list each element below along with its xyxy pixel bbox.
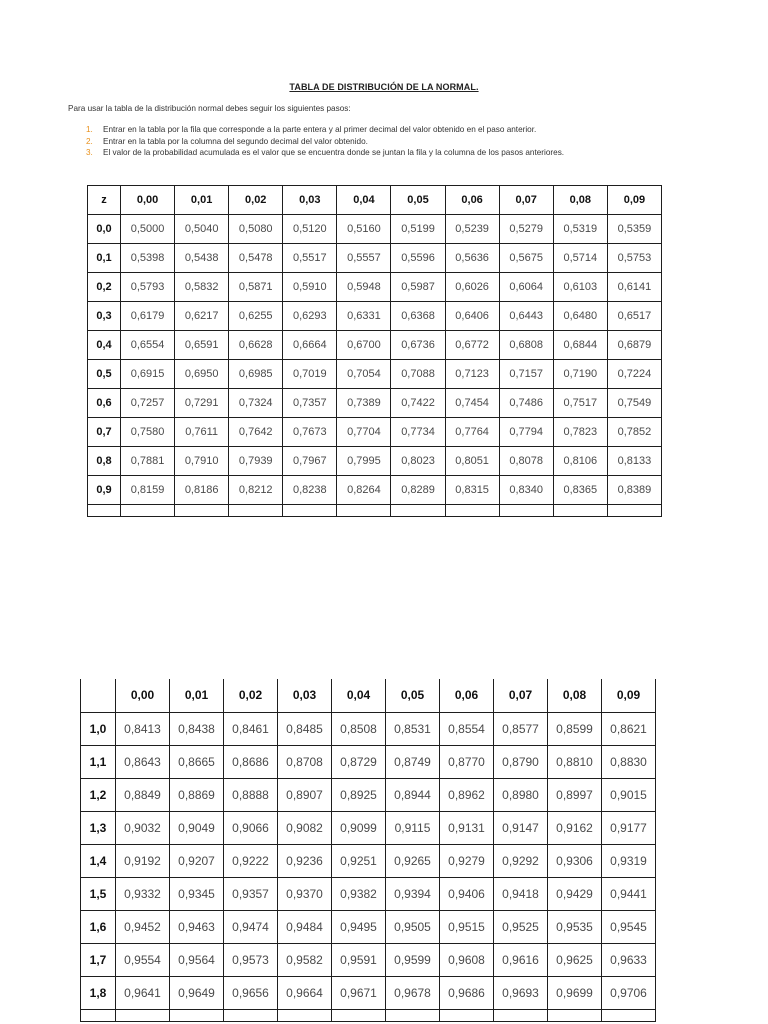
probability-cell: 0,8830	[602, 745, 656, 778]
probability-cell: 0,8106	[553, 447, 607, 476]
probability-cell: 0,9573	[224, 943, 278, 976]
column-header: 0,08	[548, 679, 602, 712]
row-header: 0,4	[88, 331, 121, 360]
probability-cell: 0,9049	[170, 811, 224, 844]
probability-cell: 0,9664	[278, 976, 332, 1009]
probability-cell: 0,5793	[121, 273, 175, 302]
probability-cell: 0,8238	[283, 476, 337, 505]
probability-cell: 0,9292	[494, 844, 548, 877]
probability-cell: 0,8340	[499, 476, 553, 505]
probability-cell: 0,7823	[553, 418, 607, 447]
probability-cell: 0,8643	[116, 745, 170, 778]
empty-cell	[337, 505, 391, 517]
step-number: 1.	[86, 125, 93, 134]
probability-cell: 0,9099	[332, 811, 386, 844]
table-row	[88, 273, 662, 302]
column-header: 0,00	[116, 679, 170, 712]
probability-cell: 0,8438	[170, 712, 224, 745]
probability-cell: 0,6915	[121, 360, 175, 389]
probability-cell: 0,5239	[445, 215, 499, 244]
probability-cell: 0,9306	[548, 844, 602, 877]
probability-cell: 0,9370	[278, 877, 332, 910]
probability-cell: 0,9649	[170, 976, 224, 1009]
row-header: 0,3	[88, 302, 121, 331]
probability-cell: 0,6772	[445, 331, 499, 360]
table-row	[88, 331, 662, 360]
probability-cell: 0,9357	[224, 877, 278, 910]
empty-cell	[494, 1009, 548, 1021]
table-row	[81, 976, 656, 1009]
probability-cell: 0,8790	[494, 745, 548, 778]
column-header: 0,02	[224, 679, 278, 712]
probability-cell: 0,9406	[440, 877, 494, 910]
column-header: 0,04	[332, 679, 386, 712]
row-header: 1,8	[81, 976, 116, 1009]
probability-cell: 0,9678	[386, 976, 440, 1009]
probability-cell: 0,9641	[116, 976, 170, 1009]
probability-cell: 0,5438	[175, 244, 229, 273]
probability-cell: 0,7088	[391, 360, 445, 389]
probability-cell: 0,8907	[278, 778, 332, 811]
probability-cell: 0,7123	[445, 360, 499, 389]
column-header: 0,02	[229, 186, 283, 215]
table-row	[88, 476, 662, 505]
probability-cell: 0,7939	[229, 447, 283, 476]
probability-cell: 0,9236	[278, 844, 332, 877]
empty-cell	[278, 1009, 332, 1021]
probability-cell: 0,9319	[602, 844, 656, 877]
probability-cell: 0,8554	[440, 712, 494, 745]
row-header: 0,1	[88, 244, 121, 273]
probability-cell: 0,7019	[283, 360, 337, 389]
probability-cell: 0,5636	[445, 244, 499, 273]
probability-cell: 0,6591	[175, 331, 229, 360]
probability-cell: 0,7357	[283, 389, 337, 418]
probability-cell: 0,9066	[224, 811, 278, 844]
row-header: 1,0	[81, 712, 116, 745]
probability-cell: 0,8980	[494, 778, 548, 811]
probability-cell: 0,9484	[278, 910, 332, 943]
probability-cell: 0,7549	[607, 389, 661, 418]
table-header	[81, 679, 656, 712]
probability-cell: 0,9671	[332, 976, 386, 1009]
probability-cell: 0,9633	[602, 943, 656, 976]
probability-cell: 0,6217	[175, 302, 229, 331]
document-title: TABLA DE DISTRIBUCIÓN DE LA NORMAL.	[289, 82, 479, 92]
probability-cell: 0,5319	[553, 215, 607, 244]
probability-cell: 0,9591	[332, 943, 386, 976]
step-text: Entrar en la tabla por la columna del segundo decimal del valor obtenido.	[103, 136, 368, 146]
table-header	[88, 186, 662, 215]
probability-cell: 0,7157	[499, 360, 553, 389]
empty-cell	[229, 505, 283, 517]
probability-cell: 0,5675	[499, 244, 553, 273]
probability-cell: 0,7324	[229, 389, 283, 418]
column-header: 0,06	[440, 679, 494, 712]
column-header: 0,04	[337, 186, 391, 215]
probability-cell: 0,5948	[337, 273, 391, 302]
probability-cell: 0,7517	[553, 389, 607, 418]
empty-cell	[224, 1009, 278, 1021]
probability-cell: 0,8289	[391, 476, 445, 505]
empty-cell	[553, 505, 607, 517]
probability-cell: 0,6141	[607, 273, 661, 302]
probability-cell: 0,6879	[607, 331, 661, 360]
probability-cell: 0,9495	[332, 910, 386, 943]
table-row	[81, 811, 656, 844]
probability-cell: 0,8051	[445, 447, 499, 476]
probability-cell: 0,8212	[229, 476, 283, 505]
probability-cell: 0,9554	[116, 943, 170, 976]
probability-cell: 0,6736	[391, 331, 445, 360]
probability-cell: 0,9082	[278, 811, 332, 844]
row-header: 1,3	[81, 811, 116, 844]
probability-cell: 0,5557	[337, 244, 391, 273]
probability-cell: 0,9207	[170, 844, 224, 877]
probability-cell: 0,9545	[602, 910, 656, 943]
partial-row	[88, 505, 662, 517]
probability-cell: 0,7673	[283, 418, 337, 447]
column-header: 0,01	[170, 679, 224, 712]
table-row	[81, 844, 656, 877]
probability-cell: 0,9382	[332, 877, 386, 910]
probability-cell: 0,8729	[332, 745, 386, 778]
empty-cell	[607, 505, 661, 517]
step-item	[86, 136, 564, 148]
empty-cell	[88, 505, 121, 517]
table-row	[81, 910, 656, 943]
probability-cell: 0,8159	[121, 476, 175, 505]
probability-cell: 0,9535	[548, 910, 602, 943]
probability-cell: 0,6628	[229, 331, 283, 360]
probability-cell: 0,7422	[391, 389, 445, 418]
column-header: 0,09	[607, 186, 661, 215]
probability-cell: 0,9505	[386, 910, 440, 943]
probability-cell: 0,5199	[391, 215, 445, 244]
empty-cell	[121, 505, 175, 517]
empty-cell	[386, 1009, 440, 1021]
table-row	[88, 244, 662, 273]
header-row	[88, 186, 662, 215]
probability-cell: 0,5120	[283, 215, 337, 244]
column-header: 0,07	[494, 679, 548, 712]
table-body	[88, 215, 662, 517]
table-row	[88, 418, 662, 447]
probability-cell: 0,5160	[337, 215, 391, 244]
probability-cell: 0,7257	[121, 389, 175, 418]
probability-cell: 0,9162	[548, 811, 602, 844]
probability-cell: 0,9147	[494, 811, 548, 844]
row-header: 0,7	[88, 418, 121, 447]
probability-cell: 0,8888	[224, 778, 278, 811]
probability-cell: 0,9394	[386, 877, 440, 910]
column-header: 0,01	[175, 186, 229, 215]
probability-cell: 0,8810	[548, 745, 602, 778]
probability-cell: 0,5478	[229, 244, 283, 273]
probability-cell: 0,9265	[386, 844, 440, 877]
probability-cell: 0,8461	[224, 712, 278, 745]
empty-cell	[391, 505, 445, 517]
empty-cell	[602, 1009, 656, 1021]
probability-cell: 0,9564	[170, 943, 224, 976]
probability-cell: 0,7486	[499, 389, 553, 418]
table-body	[81, 712, 656, 1021]
probability-cell: 0,5832	[175, 273, 229, 302]
probability-cell: 0,8485	[278, 712, 332, 745]
probability-cell: 0,7764	[445, 418, 499, 447]
probability-cell: 0,8531	[386, 712, 440, 745]
step-number: 2.	[86, 136, 93, 146]
probability-cell: 0,9463	[170, 910, 224, 943]
probability-cell: 0,8508	[332, 712, 386, 745]
probability-cell: 0,9177	[602, 811, 656, 844]
probability-cell: 0,5910	[283, 273, 337, 302]
probability-cell: 0,5517	[283, 244, 337, 273]
row-header: 0,6	[88, 389, 121, 418]
probability-cell: 0,7967	[283, 447, 337, 476]
probability-cell: 0,5040	[175, 215, 229, 244]
probability-cell: 0,6179	[121, 302, 175, 331]
probability-cell: 0,9616	[494, 943, 548, 976]
probability-cell: 0,7995	[337, 447, 391, 476]
probability-cell: 0,9418	[494, 877, 548, 910]
probability-cell: 0,7852	[607, 418, 661, 447]
probability-cell: 0,7794	[499, 418, 553, 447]
probability-cell: 0,7881	[121, 447, 175, 476]
corner-header	[81, 679, 116, 712]
row-header: 1,4	[81, 844, 116, 877]
probability-cell: 0,9656	[224, 976, 278, 1009]
probability-cell: 0,9192	[116, 844, 170, 877]
probability-cell: 0,6517	[607, 302, 661, 331]
probability-cell: 0,9599	[386, 943, 440, 976]
probability-cell: 0,7704	[337, 418, 391, 447]
probability-cell: 0,9131	[440, 811, 494, 844]
probability-cell: 0,9441	[602, 877, 656, 910]
probability-cell: 0,6331	[337, 302, 391, 331]
probability-cell: 0,7389	[337, 389, 391, 418]
probability-cell: 0,6480	[553, 302, 607, 331]
partial-row	[81, 1009, 656, 1021]
probability-cell: 0,9474	[224, 910, 278, 943]
probability-cell: 0,8621	[602, 712, 656, 745]
probability-cell: 0,8770	[440, 745, 494, 778]
column-header: 0,09	[602, 679, 656, 712]
row-header: 1,2	[81, 778, 116, 811]
probability-cell: 0,9608	[440, 943, 494, 976]
probability-cell: 0,5080	[229, 215, 283, 244]
probability-cell: 0,8665	[170, 745, 224, 778]
probability-cell: 0,9015	[602, 778, 656, 811]
table-row	[81, 745, 656, 778]
probability-cell: 0,8413	[116, 712, 170, 745]
probability-cell: 0,9251	[332, 844, 386, 877]
probability-cell: 0,8078	[499, 447, 553, 476]
empty-cell	[283, 505, 337, 517]
probability-cell: 0,9279	[440, 844, 494, 877]
column-header: 0,06	[445, 186, 499, 215]
step-text: El valor de la probabilidad acumulada es el valor que se encuentra donde se juntan la fila y la columna de los pasos anteriores.	[103, 148, 565, 157]
header-row	[81, 679, 656, 712]
probability-cell: 0,6103	[553, 273, 607, 302]
empty-cell	[440, 1009, 494, 1021]
row-header: 1,7	[81, 943, 116, 976]
probability-cell: 0,8315	[445, 476, 499, 505]
table-row	[88, 302, 662, 331]
probability-cell: 0,8133	[607, 447, 661, 476]
probability-cell: 0,7224	[607, 360, 661, 389]
probability-cell: 0,9582	[278, 943, 332, 976]
probability-cell: 0,7291	[175, 389, 229, 418]
empty-cell	[548, 1009, 602, 1021]
probability-cell: 0,8599	[548, 712, 602, 745]
probability-cell: 0,6255	[229, 302, 283, 331]
probability-cell: 0,9345	[170, 877, 224, 910]
probability-cell: 0,7580	[121, 418, 175, 447]
probability-cell: 0,5359	[607, 215, 661, 244]
step-number: 3.	[86, 148, 93, 157]
probability-cell: 0,9706	[602, 976, 656, 1009]
probability-cell: 0,7054	[337, 360, 391, 389]
column-header: 0,05	[391, 186, 445, 215]
table-row	[81, 877, 656, 910]
probability-cell: 0,8708	[278, 745, 332, 778]
probability-cell: 0,5398	[121, 244, 175, 273]
probability-cell: 0,6700	[337, 331, 391, 360]
normal-distribution-table-2	[80, 679, 656, 1022]
probability-cell: 0,6664	[283, 331, 337, 360]
probability-cell: 0,6844	[553, 331, 607, 360]
row-header: 1,6	[81, 910, 116, 943]
row-header: 0,8	[88, 447, 121, 476]
table-row	[88, 360, 662, 389]
probability-cell: 0,7642	[229, 418, 283, 447]
probability-cell: 0,8186	[175, 476, 229, 505]
probability-cell: 0,8962	[440, 778, 494, 811]
empty-cell	[116, 1009, 170, 1021]
probability-cell: 0,6985	[229, 360, 283, 389]
step-item	[86, 147, 564, 159]
probability-cell: 0,8023	[391, 447, 445, 476]
probability-cell: 0,7734	[391, 418, 445, 447]
row-header: 0,0	[88, 215, 121, 244]
column-header: 0,07	[499, 186, 553, 215]
row-header: 1,1	[81, 745, 116, 778]
empty-cell	[332, 1009, 386, 1021]
empty-cell	[170, 1009, 224, 1021]
probability-cell: 0,5279	[499, 215, 553, 244]
empty-cell	[499, 505, 553, 517]
probability-cell: 0,5714	[553, 244, 607, 273]
probability-cell: 0,8997	[548, 778, 602, 811]
probability-cell: 0,6443	[499, 302, 553, 331]
probability-cell: 0,8749	[386, 745, 440, 778]
table-row	[81, 943, 656, 976]
probability-cell: 0,7910	[175, 447, 229, 476]
intro-text: Para usar la tabla de la distribución normal debes seguir los siguientes pasos:	[68, 104, 351, 113]
probability-cell: 0,8944	[386, 778, 440, 811]
probability-cell: 0,5871	[229, 273, 283, 302]
probability-cell: 0,9686	[440, 976, 494, 1009]
empty-cell	[81, 1009, 116, 1021]
steps-list	[86, 124, 564, 159]
table-row	[81, 712, 656, 745]
probability-cell: 0,6293	[283, 302, 337, 331]
row-header: 0,5	[88, 360, 121, 389]
probability-cell: 0,6368	[391, 302, 445, 331]
empty-cell	[445, 505, 499, 517]
probability-cell: 0,9625	[548, 943, 602, 976]
column-header: 0,03	[278, 679, 332, 712]
probability-cell: 0,9525	[494, 910, 548, 943]
probability-cell: 0,9515	[440, 910, 494, 943]
probability-cell: 0,7190	[553, 360, 607, 389]
probability-cell: 0,8849	[116, 778, 170, 811]
column-header: 0,08	[553, 186, 607, 215]
probability-cell: 0,8869	[170, 778, 224, 811]
probability-cell: 0,9429	[548, 877, 602, 910]
probability-cell: 0,8686	[224, 745, 278, 778]
probability-cell: 0,9699	[548, 976, 602, 1009]
probability-cell: 0,7454	[445, 389, 499, 418]
probability-cell: 0,9032	[116, 811, 170, 844]
row-header: 0,9	[88, 476, 121, 505]
step-text: Entrar en la tabla por la fila que corresponde a la parte entera y al primer decimal del valor obtenido en el paso anterior.	[103, 125, 537, 134]
probability-cell: 0,5000	[121, 215, 175, 244]
probability-cell: 0,6950	[175, 360, 229, 389]
normal-distribution-table-1	[87, 185, 662, 517]
probability-cell: 0,5596	[391, 244, 445, 273]
probability-cell: 0,8925	[332, 778, 386, 811]
row-header: 1,5	[81, 877, 116, 910]
probability-cell: 0,8577	[494, 712, 548, 745]
table-row	[81, 778, 656, 811]
probability-cell: 0,6064	[499, 273, 553, 302]
probability-cell: 0,7611	[175, 418, 229, 447]
probability-cell: 0,9693	[494, 976, 548, 1009]
probability-cell: 0,8365	[553, 476, 607, 505]
column-header: 0,03	[283, 186, 337, 215]
table-row	[88, 447, 662, 476]
probability-cell: 0,9115	[386, 811, 440, 844]
probability-cell: 0,8389	[607, 476, 661, 505]
probability-cell: 0,8264	[337, 476, 391, 505]
probability-cell: 0,5987	[391, 273, 445, 302]
probability-cell: 0,9452	[116, 910, 170, 943]
column-header: 0,00	[121, 186, 175, 215]
table-row	[88, 215, 662, 244]
row-header: 0,2	[88, 273, 121, 302]
empty-cell	[175, 505, 229, 517]
probability-cell: 0,6406	[445, 302, 499, 331]
probability-cell: 0,6554	[121, 331, 175, 360]
probability-cell: 0,5753	[607, 244, 661, 273]
probability-cell: 0,6026	[445, 273, 499, 302]
step-item	[86, 124, 564, 136]
table-row	[88, 389, 662, 418]
corner-header: z	[88, 186, 121, 215]
probability-cell: 0,6808	[499, 331, 553, 360]
probability-cell: 0,9222	[224, 844, 278, 877]
column-header: 0,05	[386, 679, 440, 712]
probability-cell: 0,9332	[116, 877, 170, 910]
